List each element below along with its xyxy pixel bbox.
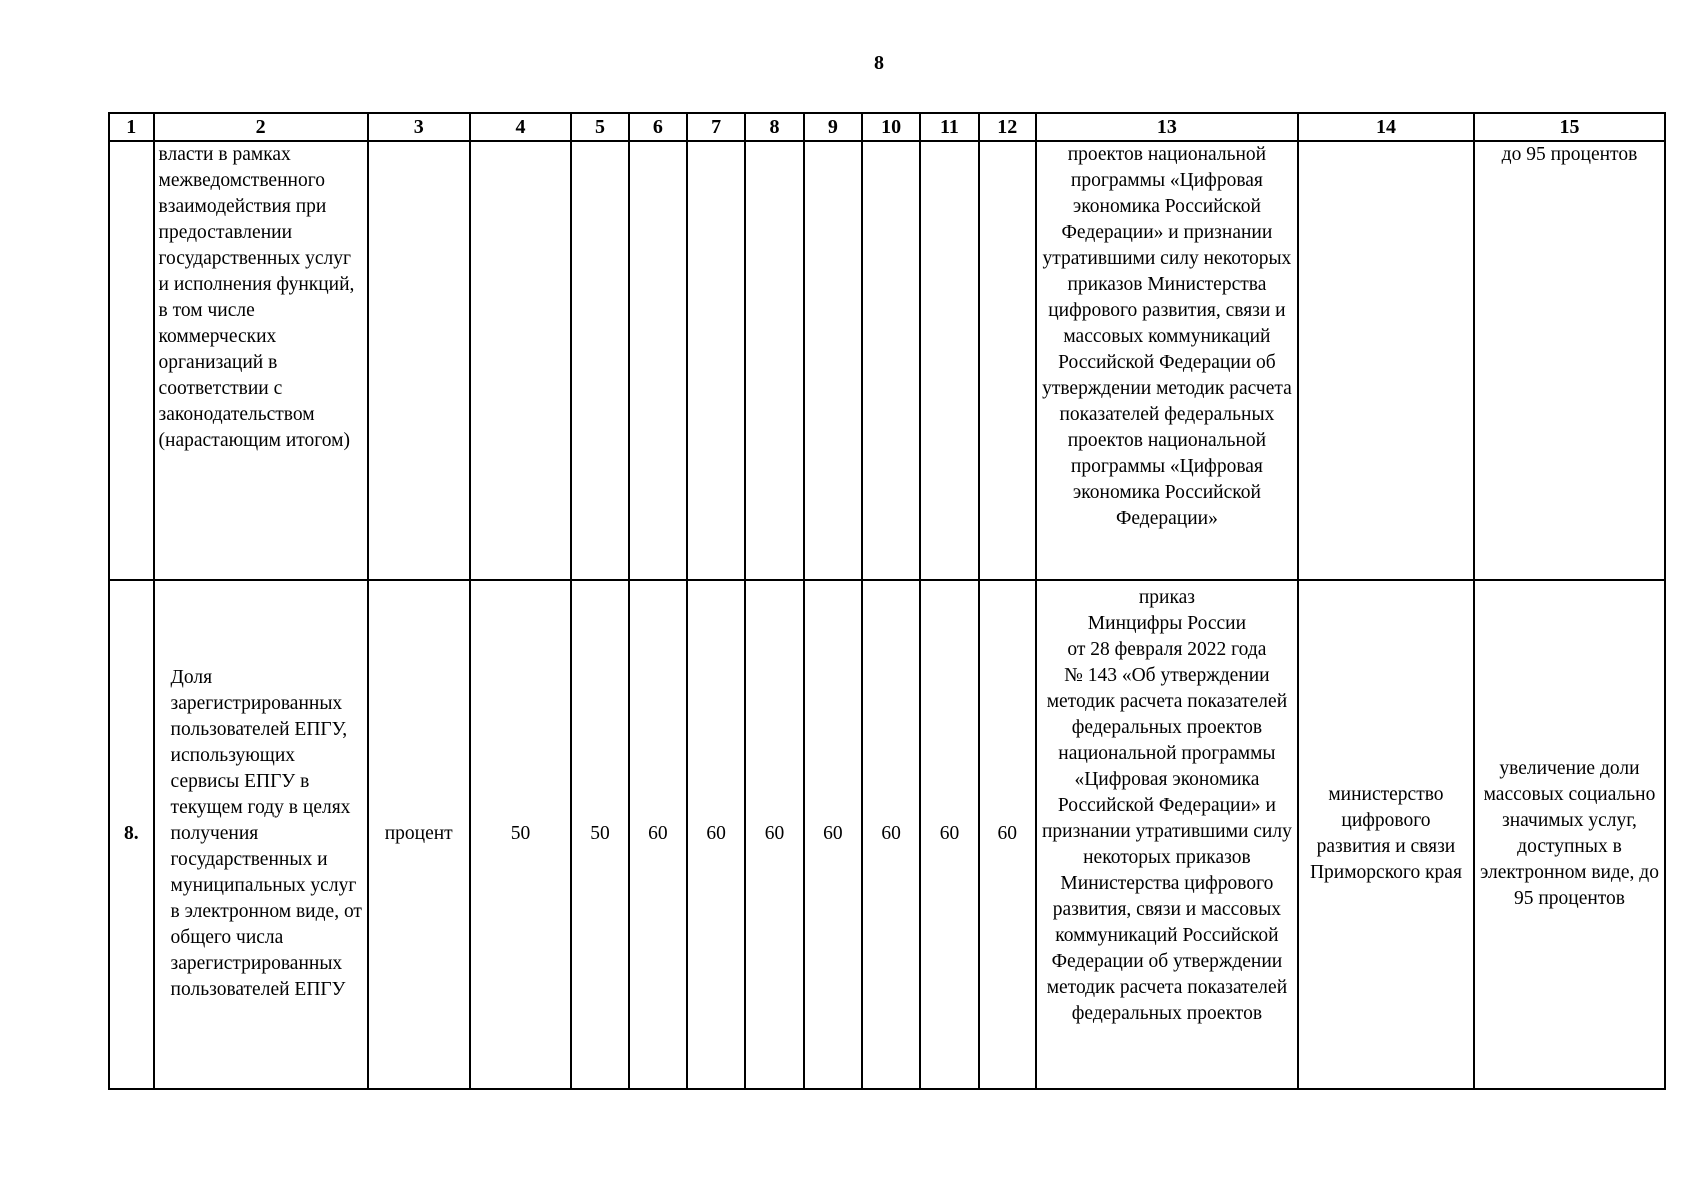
header-row (109, 113, 1665, 141)
cell-indicator: Доля зарегистрированных пользователей ЕПГУ, использующих сервисы ЕПГУ в текущем году в целях получения государственных и муниципальных услуг в электронном виде, от общего числа зарегистрированных пользователей ЕПГУ (154, 580, 368, 1089)
header-cell-8: 8 (745, 113, 803, 141)
cell-value: 60 (862, 580, 920, 1089)
cell-value (687, 141, 745, 580)
cell-value: 60 (979, 580, 1036, 1089)
header-cell-9: 9 (804, 113, 862, 141)
indicators-table (108, 112, 1666, 1090)
cell-number (109, 141, 154, 580)
cell-value (629, 141, 687, 580)
page-number: 8 (874, 52, 884, 74)
header-cell-14: 14 (1298, 113, 1474, 141)
cell-value: 60 (687, 580, 745, 1089)
header-cell-2: 2 (154, 113, 368, 141)
cell-value: 50 (470, 580, 572, 1089)
cell-value (979, 141, 1036, 580)
cell-result: увеличение доли массовых социально значимых услуг, доступных в электронном виде, до 95 процентов (1474, 580, 1665, 1089)
cell-document: приказ Минцифры России от 28 февраля 2022 года № 143 «Об утверждении методик расчета показателей федеральных проектов национальной программы «Цифровая экономика Российской Федерации» и признании утратившими силу некоторых приказов Министерства цифрового развития, связи и массовых коммуникаций Российской Федерации об утверждении методик расчета показателей федеральных проектов (1036, 580, 1298, 1089)
cell-value (470, 141, 572, 580)
cell-value: 60 (745, 580, 803, 1089)
header-cell-7: 7 (687, 113, 745, 141)
header-cell-5: 5 (571, 113, 628, 141)
cell-result: до 95 процентов (1474, 141, 1665, 580)
cell-value (862, 141, 920, 580)
header-cell-12: 12 (979, 113, 1036, 141)
cell-responsible (1298, 141, 1474, 580)
header-cell-15: 15 (1474, 113, 1665, 141)
header-cell-11: 11 (920, 113, 978, 141)
cell-responsible: министерство цифрового развития и связи Приморского края (1298, 580, 1474, 1089)
cell-value: 60 (804, 580, 862, 1089)
table-row-8 (109, 580, 1665, 1089)
cell-value (920, 141, 978, 580)
cell-value: 50 (571, 580, 628, 1089)
cell-value (745, 141, 803, 580)
cell-document: проектов национальной программы «Цифровая экономика Российской Федерации» и признании утратившими силу некоторых приказов Министерства цифрового развития, связи и массовых коммуникаций Российской Федерации об утверждении методик расчета показателей федеральных проектов национальной программы «Цифровая экономика Российской Федерации» (1036, 141, 1298, 580)
cell-value (804, 141, 862, 580)
cell-value: 60 (629, 580, 687, 1089)
header-cell-3: 3 (368, 113, 470, 141)
cell-value: 60 (920, 580, 978, 1089)
header-cell-4: 4 (470, 113, 572, 141)
table-row-continued (109, 141, 1665, 580)
cell-indicator: власти в рамках межведомственного взаимодействия при предоставлении государственных услуг и исполнения функций, в том числе коммерческих организаций в соответствии с законодательством (нарастающим итогом) (154, 141, 368, 580)
header-cell-6: 6 (629, 113, 687, 141)
cell-number: 8. (109, 580, 154, 1089)
header-cell-10: 10 (862, 113, 920, 141)
cell-unit (368, 141, 470, 580)
cell-unit: процент (368, 580, 470, 1089)
header-cell-1: 1 (109, 113, 154, 141)
header-cell-13: 13 (1036, 113, 1298, 141)
cell-value (571, 141, 628, 580)
